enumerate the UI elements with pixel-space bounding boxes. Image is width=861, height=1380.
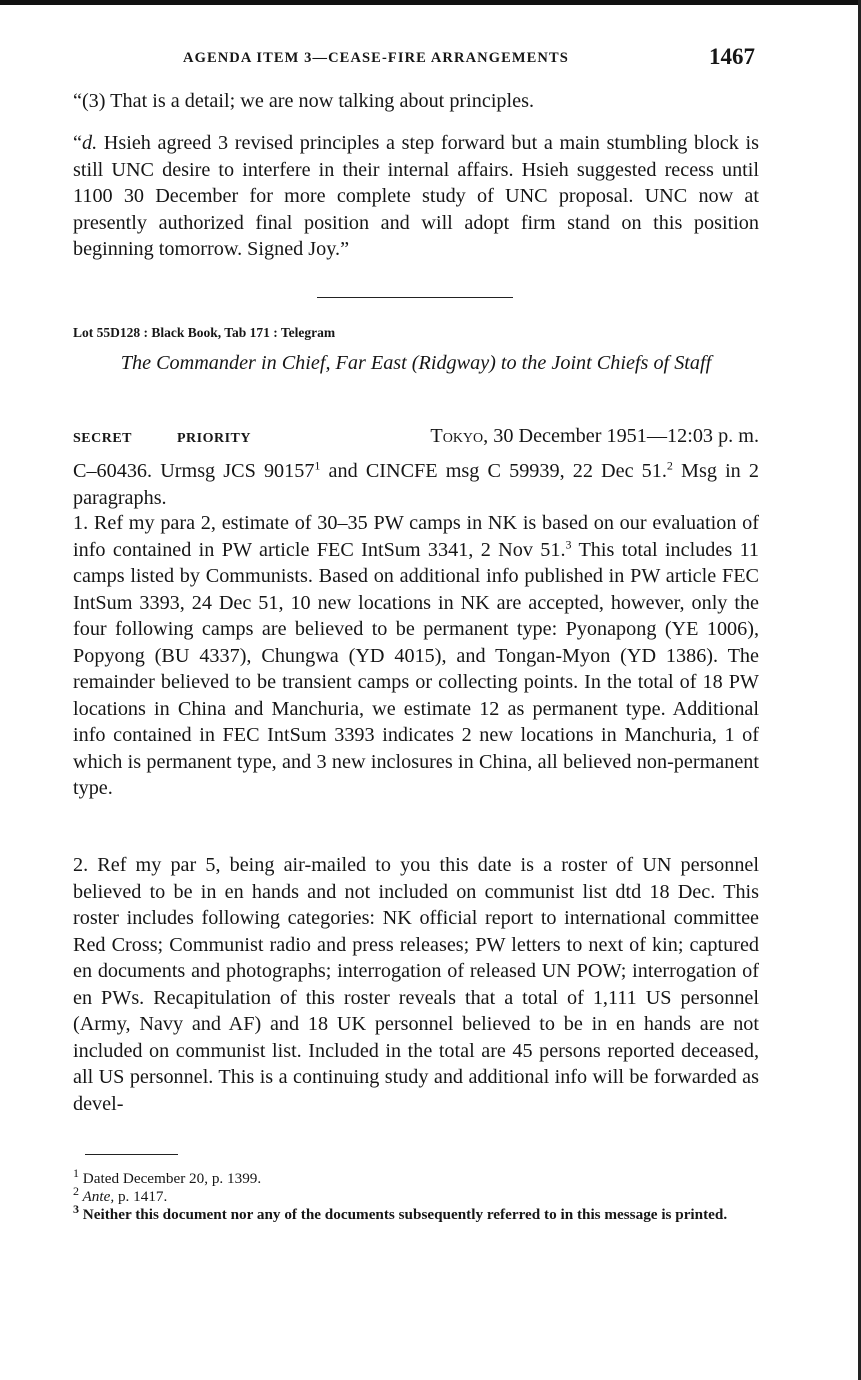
quoted-point-d (73, 130, 759, 263)
intro-part-c: Msg in 2 paragraphs. (73, 460, 759, 509)
document-title: The Commander in Chief, Far East (Ridgway) to the Joint Chiefs of Staff (120, 352, 712, 374)
footnote-3 (73, 1201, 759, 1223)
dateline (430, 425, 759, 448)
footnote-ref-3: 3 (565, 536, 572, 551)
running-head (73, 44, 759, 74)
dateline-date: 30 December 1951—12:03 p. m. (488, 425, 759, 447)
footnote-2-text: p. 1417. (114, 1188, 168, 1205)
telegram-headline (73, 425, 759, 453)
footnote-1 (73, 1165, 759, 1187)
quoted-point-3: “(3) That is a detail; we are now talking about principles. (73, 90, 534, 112)
telegram-paragraph-2: 2. Ref my par 5, being air-mailed to you this date is a roster of UN personnel believed to be in en hands and not included on communist list dtd 18 Dec. This roster includes following categories: NK official report to international committee Red Cross; Communist radio and press releases; PW letters to next of kin; captured en documents and photographs; interrogation of released UN POW; interrogation of en PWs. Recapitulation of this roster reveals that a total of 1,111 US personnel (Army, Navy and AF) and 18 UK personnel believed to be in en hands are not included on communist list. Included in the total are 45 persons reported deceased, all US personnel. This is a continuing study and additional info will be forwarded as devel- (73, 854, 759, 1115)
classification: SECRET (73, 431, 133, 446)
telegram-paragraph-1 (73, 510, 759, 802)
footnote-2-mark: 2 (73, 1183, 79, 1198)
intro-part-b: and CINCFE msg C 59939, 22 Dec 51. (320, 460, 667, 482)
footnote-ref-1: 1 (314, 458, 321, 473)
intro-part-a: C–60436. Urmsg JCS 90157 (73, 460, 315, 482)
precedence: PRIORITY (177, 431, 252, 446)
footnote-3-text: Neither this document nor any of the documents subsequently referred to in this message is printed. (79, 1206, 728, 1223)
source-note: Lot 55D128 : Black Book, Tab 171 : Telegram (73, 325, 336, 340)
footnote-ref-2: 2 (666, 458, 673, 473)
para1-part-a: 1. Ref my para 2, estimate of 30–35 PW camps in NK is based on our evaluation of info contained in PW article FEC IntSum 3341, 2 Nov 51. (73, 512, 759, 561)
para1-part-b: This total includes 11 camps listed by Communists. Based on additional info published in PW article FEC IntSum 3393, 24 Dec 51, 10 new locations in NK are accepted, however, only the four following camps are believed to be permanent type: Pyonapong (YE 1006), Popyong (BU 4337), Chungwa (YD 4015), and Tongan-Myon (YD 1386). The remainder believed to be transient camps or collecting points. In the total of 18 PW locations in China and Manchuria, we estimate 12 as permanent type. Additional info contained in FEC IntSum 3393 indicates 2 new locations in Manchuria, 1 of which is permanent type, and 3 new inclosures in China, all believed non-permanent type. (73, 538, 760, 799)
footnote-1-mark: 1 (73, 1165, 79, 1180)
telegram-intro (73, 458, 759, 511)
point-label: d. (81, 132, 98, 154)
dateline-place: Tokyo, (430, 425, 489, 447)
point-d-body: Hsieh agreed 3 revised principles a step forward but a main stumbling block is still UNC desire to interfere in their internal affairs. Hsieh suggested recess until 1100 30 December for more complete study of UNC proposal. UNC now at presently authorized final position and will adopt firm stand on this position beginning tomorrow. Signed Joy.” (73, 132, 759, 260)
section-divider (317, 297, 513, 298)
footnote-2-italic: Ante, (79, 1188, 115, 1205)
footnote-divider (85, 1154, 178, 1155)
page-number: 1467 (709, 44, 755, 69)
page-top-border (0, 0, 861, 5)
footnote-1-text: Dated December 20, p. 1399. (79, 1170, 262, 1187)
footnote-3-mark: 3 (73, 1201, 79, 1216)
running-head-title: AGENDA ITEM 3—CEASE-FIRE ARRANGEMENTS (183, 50, 569, 66)
footnote-2 (73, 1183, 759, 1205)
quote-open: “ (73, 132, 82, 154)
